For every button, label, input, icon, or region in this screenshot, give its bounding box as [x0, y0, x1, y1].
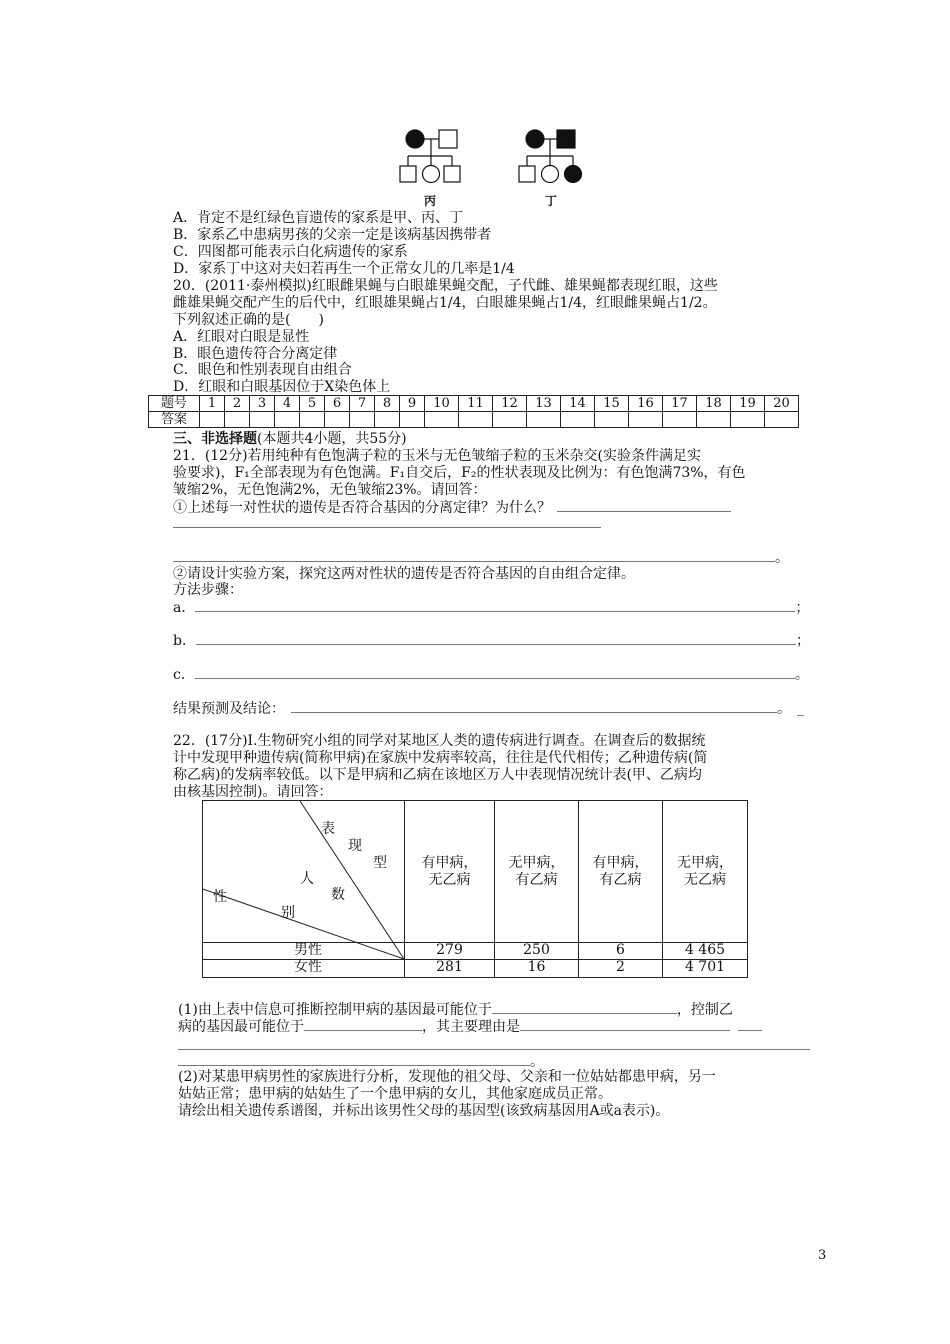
answer-blank[interactable]	[196, 632, 796, 645]
question-number: 20	[765, 396, 799, 412]
table-cell: 16	[527, 959, 546, 975]
normal-male	[400, 166, 416, 182]
pedigree-label-ding: 丁	[545, 194, 558, 208]
corner-label: 数	[331, 887, 345, 903]
section-note: (本题共4小题，共55分)	[257, 431, 407, 447]
question-number: 11	[459, 396, 493, 412]
semicolon-mark: ；	[795, 600, 810, 616]
affected-female	[406, 130, 424, 148]
q21-step-a	[173, 599, 809, 617]
answer-cell[interactable]	[225, 412, 250, 428]
answer-cell[interactable]	[731, 412, 765, 428]
q21-sub1-line3	[173, 549, 789, 567]
q22-stem-line1: 22．(17分)Ⅰ.生物研究小组的同学对某地区人类的遗传病进行调查。在调查后的数据统	[173, 733, 706, 749]
answer-grid-answer-row	[149, 412, 799, 428]
question-number: 15	[595, 396, 629, 412]
question-number: 12	[493, 396, 527, 412]
question-number: 8	[375, 396, 400, 412]
q21-stem-line2: 验要求)，F₁全部表现为有色饱满。F₁自交后，F₂的性状表现及比例为：有色饱满73%，有色	[173, 465, 746, 481]
normal-male	[444, 166, 460, 182]
column-header: 无甲病， 有乙病	[508, 855, 565, 888]
question-number: 16	[629, 396, 663, 412]
q21-step-c	[173, 666, 809, 684]
table-cell: 4 701	[684, 959, 726, 975]
answer-cell[interactable]	[250, 412, 275, 428]
answer-cell[interactable]	[325, 412, 350, 428]
normal-male	[519, 166, 535, 182]
pedigree-ding	[519, 130, 582, 183]
answer-cell[interactable]	[493, 412, 527, 428]
pedigree-diagrams	[395, 125, 595, 195]
q19-option-b: B．家系乙中患病男孩的父亲一定是该病基因携带者	[173, 227, 492, 243]
answer-grid	[148, 395, 799, 428]
q22-part1-line2: 病的基因最可能位于 ，其主要理由是	[178, 1018, 762, 1036]
question-number: 6	[325, 396, 350, 412]
period-mark: 。	[794, 667, 809, 683]
q21-result	[173, 700, 804, 718]
q22-part1-line1: (1)由上表中信息可推断控制甲病的基因最可能位于 ，控制乙	[178, 1002, 733, 1018]
q19-option-d: D．家系丁中这对夫妇若再生一个正常女儿的几率是1/4	[173, 261, 515, 277]
table-cell: 2	[616, 959, 625, 975]
q20-stem-line1: 20．(2011·泰州模拟)红眼雌果蝇与白眼雄果蝇交配，子代雌、雄果蝇都表现红眼，这些	[173, 278, 718, 294]
question-number: 18	[697, 396, 731, 412]
question-number: 4	[275, 396, 300, 412]
column-header: 有甲病， 有乙病	[592, 855, 649, 888]
q21-step-b	[173, 632, 810, 650]
question-number: 19	[731, 396, 765, 412]
question-number: 13	[527, 396, 561, 412]
answer-cell[interactable]	[275, 412, 300, 428]
question-number: 2	[225, 396, 250, 412]
corner-label: 人	[300, 871, 314, 887]
answer-blank[interactable]	[195, 599, 795, 612]
q19-option-c: C．四图都可能表示白化病遗传的家系	[173, 244, 408, 260]
answer-cell[interactable]	[350, 412, 375, 428]
answer-cell[interactable]	[527, 412, 561, 428]
section-heading	[173, 431, 407, 448]
normal-female	[423, 166, 440, 183]
q21-sub2: ②请设计实验方案，探究这两对性状的遗传是否符合基因的自由组合定律。	[173, 566, 635, 582]
answer-cell[interactable]	[425, 412, 459, 428]
row-label: 男性	[294, 942, 322, 958]
column-header: 有甲病， 无乙病	[421, 855, 478, 888]
table-cell: 279	[436, 942, 463, 958]
statistics-table	[202, 800, 748, 978]
answer-grid-number-row	[149, 396, 799, 412]
answer-blank[interactable]	[173, 549, 775, 562]
q22-stem-line3: 称乙病)的发病率较低。以下是甲病和乙病在该地区万人中表现情况统计表(甲、乙病均	[173, 767, 702, 783]
answer-blank[interactable]	[738, 1018, 762, 1031]
answer-cell[interactable]	[375, 412, 400, 428]
q20-option-b: B．眼色遗传符合分离定律	[173, 346, 338, 362]
q21-sub1-text: ①上述每一对性状的遗传是否符合基因的分离定律？为什么？	[173, 500, 551, 516]
q21-method: 方法步骤：	[173, 582, 243, 598]
period-mark: 。	[530, 1054, 544, 1070]
q21-stem-line3: 皱缩2%，无色饱满2%，无色皱缩23%。请回答：	[173, 482, 487, 498]
result-label: 结果预测及结论：	[173, 701, 285, 717]
question-number: 17	[663, 396, 697, 412]
question-number: 9	[400, 396, 425, 412]
answer-cell[interactable]	[459, 412, 493, 428]
question-number: 5	[300, 396, 325, 412]
answer-cell[interactable]	[629, 412, 663, 428]
column-header: 无甲病， 无乙病	[677, 855, 733, 888]
answer-cell[interactable]	[595, 412, 629, 428]
answer-cell[interactable]	[561, 412, 595, 428]
affected-female	[526, 130, 544, 148]
corner-label: 型	[373, 855, 387, 871]
question-number: 3	[250, 396, 275, 412]
answer-blank[interactable]	[178, 1053, 530, 1066]
q22-stem-line2: 计中发现甲种遗传病(简称甲病)在家族中发病率较高，往往是代代相传；乙种遗传病(简	[173, 750, 708, 766]
period-mark: 。	[777, 701, 791, 717]
page-number: 3	[818, 1248, 827, 1263]
table-cell: 4 465	[684, 942, 726, 958]
row-label: 女性	[294, 959, 322, 975]
pedigree-bing	[400, 130, 460, 183]
corner-label: 性	[213, 889, 227, 905]
q22-part2-line3: 请绘出相关遗传系谱图，并标出该男性父母的基因型(该致病基因用A或a表示)。	[178, 1103, 670, 1119]
affected-female	[565, 166, 582, 183]
pedigree-label-bing: 丙	[424, 194, 437, 208]
q22-part2-line1: (2)对某患甲病男性的家族进行分析，发现他的祖父母、父亲和一位姑姑都患甲病，另一	[178, 1069, 716, 1085]
answer-cell[interactable]	[200, 412, 225, 428]
q22-part2-line2: 姑姑正常；患甲病的姑姑生了一个患甲病的女儿，其他家庭成员正常。	[178, 1086, 612, 1102]
q20-option-c: C．眼色和性别表现自由组合	[173, 362, 352, 378]
semicolon-mark: ；	[795, 633, 810, 649]
answer-blank[interactable]	[173, 515, 601, 528]
answer-blank[interactable]	[178, 1037, 810, 1050]
answer-blank[interactable]	[291, 700, 777, 713]
step-label: b．	[173, 633, 196, 649]
q19-option-a: A．肯定不是红绿色盲遗传的家系是甲、丙、丁	[173, 210, 464, 226]
answer-blank[interactable]	[195, 666, 795, 679]
table-cell: 250	[523, 942, 550, 958]
q20-stem-line3: 下列叙述正确的是( )	[173, 312, 324, 328]
table-cell: 281	[436, 959, 463, 975]
answer-blank[interactable]	[520, 1018, 730, 1031]
answer-blank[interactable]	[557, 499, 731, 512]
q20-stem-line2: 雌雄果蝇交配产生的后代中，红眼雄果蝇占1/4，白眼雄果蝇占1/4，红眼雌果蝇占1/2。	[173, 295, 717, 311]
affected-male	[557, 130, 575, 148]
dash-mark: _	[797, 701, 804, 717]
table-cell: 6	[616, 942, 625, 958]
answer-cell[interactable]	[400, 412, 425, 428]
question-number: 1	[200, 396, 225, 412]
question-number: 14	[561, 396, 595, 412]
q22-stem-line4: 由核基因控制)。请回答：	[173, 784, 333, 800]
answer-blank[interactable]	[304, 1018, 422, 1031]
period-mark: 。	[775, 550, 789, 566]
answer-cell[interactable]	[697, 412, 731, 428]
corner-label: 表	[321, 821, 335, 837]
q20-option-a: A．红眼对白眼是显性	[173, 329, 310, 345]
q20-option-d: D．红眼和白眼基因位于X染色体上	[173, 379, 391, 395]
section-title: 三、非选择题	[173, 431, 257, 447]
step-label: c．	[173, 667, 195, 683]
normal-female	[542, 166, 559, 183]
question-number: 10	[425, 396, 459, 412]
answer-grid-label: 答案	[149, 412, 200, 428]
answer-cell[interactable]	[300, 412, 325, 428]
answer-cell[interactable]	[765, 412, 799, 428]
step-label: a．	[173, 600, 196, 616]
question-number: 7	[350, 396, 375, 412]
normal-male	[439, 130, 457, 148]
answer-cell[interactable]	[663, 412, 697, 428]
answer-grid-label: 题号	[149, 396, 200, 412]
q21-stem-line1: 21．(12分)若用纯种有色饱满子粒的玉米与无色皱缩子粒的玉米杂交(实验条件满足实	[173, 448, 702, 464]
corner-label: 别	[281, 905, 295, 921]
answer-blank[interactable]	[492, 1001, 677, 1014]
corner-label: 现	[348, 838, 362, 854]
